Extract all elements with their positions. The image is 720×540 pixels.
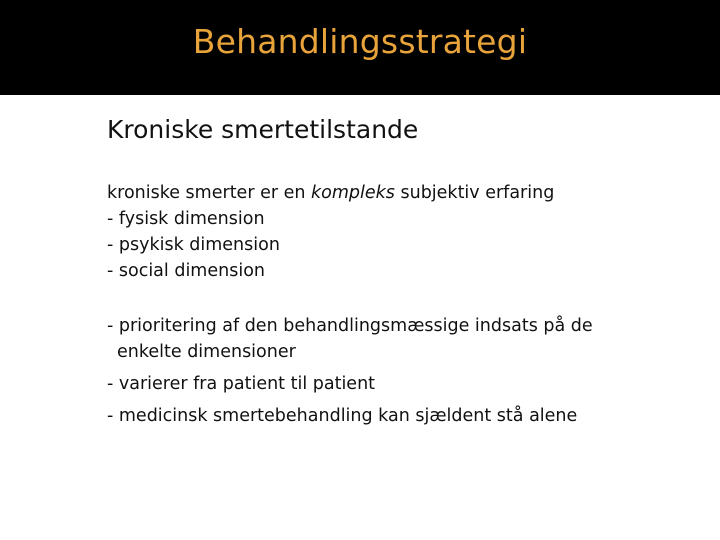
point-item: - medicinsk smertebehandling kan sjældent stå alene <box>107 406 578 426</box>
point-item: - varierer fra patient til patient <box>107 374 376 394</box>
slide-subtitle: Kroniske smertetilstande <box>107 115 419 144</box>
intro-text-after: subjektiv erfaring <box>394 183 555 203</box>
intro-emphasis: kompleks <box>311 183 395 203</box>
title-bar <box>0 0 720 95</box>
points-block <box>107 313 593 429</box>
dimension-item: - fysisk dimension <box>107 209 265 229</box>
intro-text-before: kroniske smerter er en <box>107 183 312 203</box>
slide-title: Behandlingsstrategi <box>192 22 528 61</box>
dimension-item: - social dimension <box>107 261 265 281</box>
intro-line <box>107 180 554 206</box>
intro-block <box>107 180 554 284</box>
point-item-continuation: enkelte dimensioner <box>117 342 296 362</box>
dimension-item: - psykisk dimension <box>107 235 280 255</box>
point-item: - prioritering af den behandlingsmæssige indsats på de <box>107 316 593 336</box>
